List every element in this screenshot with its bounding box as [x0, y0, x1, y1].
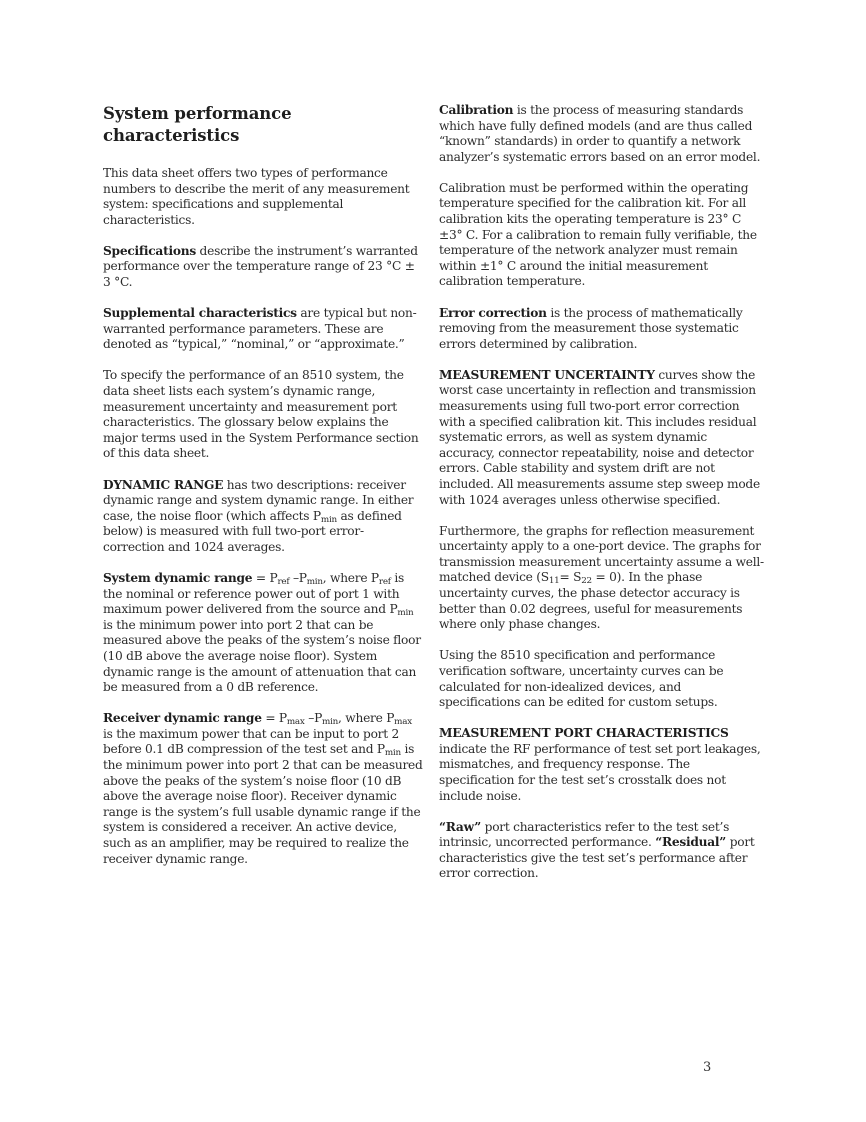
dynamic-range-term: DYNAMIC RANGE [103, 477, 224, 492]
measurement-uncertainty-text: curves show the worst case uncertainty in reflection and transmission measurements using full two-port error correction with a specified calibration kit. This includes residual systematic errors, as well as system dynamic accuracy, connector repeatability, noise and detector errors. Cable stability and system drift are not included. All measurements assume step sweep mode with 1024 averages unless otherwise specified. [439, 367, 760, 507]
receiver-dynamic-range-paragraph [103, 711, 423, 867]
supplemental-paragraph [103, 306, 423, 353]
page-number: 3 [703, 1060, 712, 1075]
receiver-dynamic-range-term: Receiver dynamic range [103, 711, 262, 726]
specifications-paragraph [103, 244, 423, 291]
subscript: max [286, 717, 305, 728]
specifications-term: Specifications [103, 243, 196, 258]
body-text: Furthermore, the graphs for reflection measurement uncertainty apply to a one-port device. The graphs for transmission measurement uncertainty assume a well-matched device (S [439, 523, 764, 585]
system-dynamic-range-paragraph [103, 571, 423, 696]
body-text: , where P [338, 711, 395, 726]
measurement-uncertainty-term: MEASUREMENT UNCERTAINTY [439, 367, 655, 382]
raw-term: “Raw” [439, 819, 482, 834]
glossary-intro-paragraph [103, 368, 423, 462]
dynamic-range-paragraph [103, 478, 423, 556]
software-paragraph [439, 648, 764, 710]
measurement-uncertainty-paragraph [439, 368, 764, 508]
body-text: is the maximum power that can be input to port 2 before 0.1 dB compression of the test set and P [103, 726, 400, 757]
software-text: Using the 8510 specification and performance verification software, uncertainty curves can be calculated for non-idealized devices, and specifications can be edited for custom setups. [439, 648, 724, 710]
intro-text: This data sheet offers two types of performance numbers to describe the merit of any measurement system: specifications and supplemental characteristics. [103, 166, 410, 227]
raw-text: port characteristics refer to the test set’s intrinsic, uncorrected performance. [439, 819, 730, 850]
uncertainty-graphs-paragraph [439, 524, 764, 633]
equation-text: –P [289, 570, 307, 585]
calibration-paragraph [439, 103, 764, 165]
subscript: max [394, 717, 412, 728]
page-title: System performance characteristics [103, 104, 292, 145]
calibration-temperature-paragraph [439, 181, 764, 290]
dynamic-range-text-1: has two descriptions: receiver dynamic range and system dynamic range. In either case, the noise floor (which affects P [103, 477, 414, 523]
body-text: = 0). In the phase uncertainty curves, the phase detector accuracy is better than 0.02 degrees, useful for measurements where only phase changes. [439, 570, 743, 632]
error-correction-paragraph [439, 306, 764, 353]
residual-text: port characteristics give the test set’s performance after error correction. [439, 835, 755, 881]
system-dynamic-range-term: System dynamic range [103, 570, 253, 585]
subscript: 22 [581, 576, 592, 587]
glossary-intro-text: To specify the performance of an 8510 system, the data sheet lists each system’s dynamic range, measurement uncertainty and measurement port characteristics. The glossary below explains the major terms used in the System Performance section of this data sheet. [103, 368, 419, 461]
subscript: min [320, 514, 337, 525]
subscript: min [306, 577, 323, 588]
subscript: min [384, 748, 401, 759]
supplemental-term: Supplemental characteristics [103, 306, 297, 321]
intro-paragraph [103, 166, 423, 228]
subscript: min [397, 608, 414, 619]
body-text: = S [559, 570, 582, 585]
specifications-text: describe the instrument’s warranted performance over the temperature range of 23 °C ± 3 °C. [103, 243, 418, 290]
body-text: , where P [322, 570, 379, 585]
calibration-text: is the process of measuring standards which have fully defined models (and are thus called “known” standards) in order to quantify a network analyzer’s systematic errors based on an error model. [439, 103, 761, 164]
port-characteristics-text: indicate the RF performance of test set port leakages, mismatches, and frequency response. The specification for the test set’s crosstalk does not include noise. [439, 741, 761, 803]
left-column [103, 103, 423, 883]
subscript: 11 [548, 576, 560, 587]
error-correction-text: is the process of mathematically removing from the measurement those systematic errors determined by calibration. [439, 305, 743, 351]
equation-text: –P [304, 711, 323, 726]
body-text: is the minimum power into port 2 that can be measured above the peaks of the system’s noise floor (10 dB above the average noise floor). System dynamic range is the amount of attenuation that can be measured from a 0 dB reference. [103, 617, 421, 695]
subscript: ref [378, 577, 391, 588]
subscript: min [322, 717, 339, 728]
calibration-term: Calibration [439, 103, 514, 117]
calibration-temperature-text: Calibration must be performed within the operating temperature specified for the calibration kit. For all calibration kits the operating temperature is 23° C ±3° C. For a calibration to remain fully verifiable, the temperature of the network analyzer must remain within ±1° C around the initial measurement calibration temperature. [439, 180, 757, 289]
equation-text: = P [261, 711, 287, 726]
port-characteristics-term: MEASUREMENT PORT CHARACTERISTICS [439, 726, 729, 741]
dynamic-range-text-2: as defined below) is measured with full two-port error-correction and 1024 averages. [103, 508, 402, 554]
body-text: is the nominal or reference power out of port 1 with maximum power delivered from the source and P [103, 570, 405, 617]
right-column [439, 103, 764, 898]
supplemental-text: are typical but non-warranted performance parameters. These are denoted as “typical,” “nominal,” or “approximate.” [103, 306, 417, 352]
residual-term: “Residual” [655, 835, 727, 850]
body-text: is the minimum power into port 2 that can be measured above the peaks of the system’s noise floor (10 dB above the average noise floor). Receiver dynamic range is the system’s full usable dynamic range if the system is considered a receiver. An active device, such as an amplifier, may be required to realize the receiver dynamic range. [103, 742, 423, 866]
raw-residual-paragraph [439, 820, 764, 882]
subscript: ref [277, 577, 290, 588]
port-characteristics-paragraph [439, 726, 764, 804]
error-correction-term: Error correction [439, 305, 547, 320]
equation-text: = P [252, 570, 278, 585]
